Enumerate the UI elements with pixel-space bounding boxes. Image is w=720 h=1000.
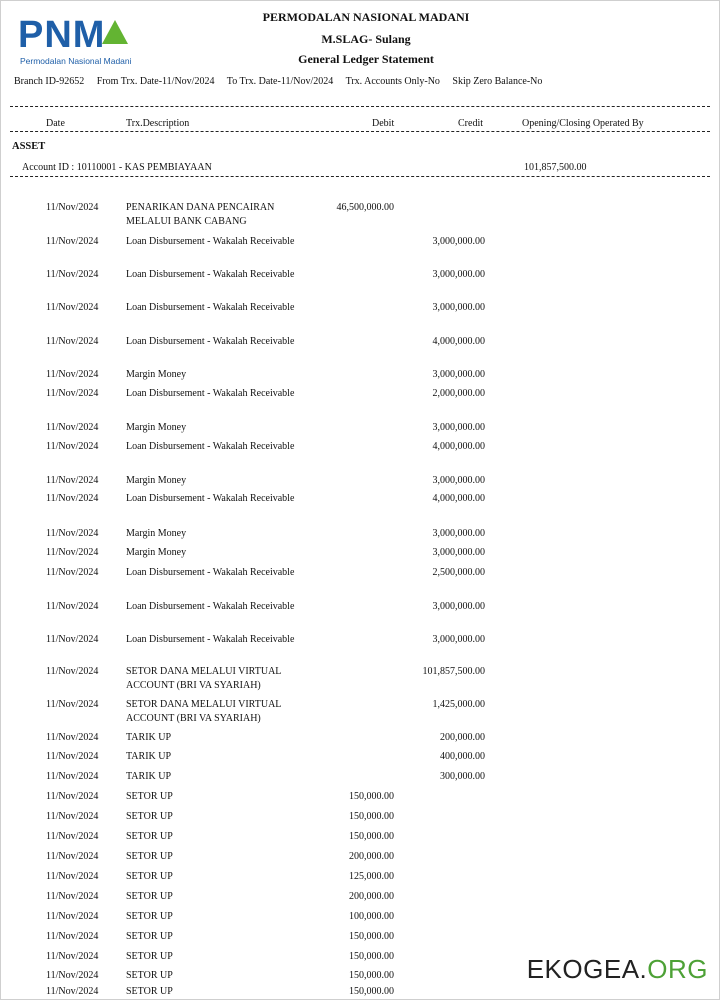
row-date: 11/Nov/2024 bbox=[46, 791, 99, 802]
row-date: 11/Nov/2024 bbox=[46, 634, 99, 645]
row-description: TARIK UP bbox=[126, 771, 172, 782]
row-description: SETOR UP bbox=[126, 911, 173, 922]
param-skip-zero: Skip Zero Balance-No bbox=[452, 76, 543, 87]
row-description: SETOR UP bbox=[126, 831, 173, 842]
account-label: Account ID : 10110001 - KAS PEMBIAYAAN bbox=[22, 162, 212, 173]
row-credit: 2,500,000.00 bbox=[432, 567, 485, 578]
row-date: 11/Nov/2024 bbox=[46, 388, 99, 399]
row-date: 11/Nov/2024 bbox=[46, 666, 99, 677]
row-description: Loan Disbursement - Wakalah Receivable bbox=[126, 493, 295, 504]
row-date: 11/Nov/2024 bbox=[46, 771, 99, 782]
row-description: Loan Disbursement - Wakalah Receivable bbox=[126, 236, 295, 247]
row-date: 11/Nov/2024 bbox=[46, 528, 99, 539]
row-credit: 3,000,000.00 bbox=[432, 475, 485, 486]
row-date: 11/Nov/2024 bbox=[46, 986, 99, 997]
logo-tagline: Permodalan Nasional Madani bbox=[20, 56, 132, 66]
row-date: 11/Nov/2024 bbox=[46, 236, 99, 247]
watermark bbox=[527, 954, 708, 985]
row-description: PENARIKAN DANA PENCAIRAN MELALUI BANK CABANG bbox=[126, 202, 275, 227]
report-parameters bbox=[14, 76, 552, 87]
row-date: 11/Nov/2024 bbox=[46, 369, 99, 380]
row-date: 11/Nov/2024 bbox=[46, 601, 99, 612]
row-description: Loan Disbursement - Wakalah Receivable bbox=[126, 269, 295, 280]
param-to-date: To Trx. Date-11/Nov/2024 bbox=[226, 76, 334, 87]
row-description: SETOR UP bbox=[126, 791, 173, 802]
logo-wordmark: PNM bbox=[18, 14, 106, 56]
row-description: Margin Money bbox=[126, 422, 187, 433]
report-title: General Ledger Statement bbox=[298, 52, 434, 66]
row-credit: 300,000.00 bbox=[440, 771, 485, 782]
row-debit: 200,000.00 bbox=[349, 891, 394, 902]
watermark-tld: ORG bbox=[647, 954, 708, 984]
row-description: SETOR UP bbox=[126, 891, 173, 902]
row-date: 11/Nov/2024 bbox=[46, 547, 99, 558]
row-date: 11/Nov/2024 bbox=[46, 422, 99, 433]
row-description: Loan Disbursement - Wakalah Receivable bbox=[126, 388, 295, 399]
row-date: 11/Nov/2024 bbox=[46, 951, 99, 962]
row-debit: 150,000.00 bbox=[349, 951, 394, 962]
row-credit: 4,000,000.00 bbox=[432, 493, 485, 504]
row-date: 11/Nov/2024 bbox=[46, 931, 99, 942]
row-debit: 200,000.00 bbox=[349, 851, 394, 862]
opening-balance: 101,857,500.00 bbox=[524, 162, 587, 173]
row-debit: 100,000.00 bbox=[349, 911, 394, 922]
watermark-main: EKOGEA. bbox=[526, 954, 648, 984]
row-debit: 150,000.00 bbox=[349, 970, 394, 981]
row-description: SETOR DANA MELALUI VIRTUAL ACCOUNT (BRI VA SYARIAH) bbox=[126, 699, 282, 724]
row-description: Loan Disbursement - Wakalah Receivable bbox=[126, 336, 295, 347]
company-title: PERMODALAN NASIONAL MADANI bbox=[262, 10, 470, 24]
row-date: 11/Nov/2024 bbox=[46, 493, 99, 504]
row-debit: 150,000.00 bbox=[349, 986, 394, 997]
row-date: 11/Nov/2024 bbox=[46, 302, 99, 313]
row-description: SETOR UP bbox=[126, 871, 173, 882]
row-description: SETOR UP bbox=[126, 931, 173, 942]
divider bbox=[10, 131, 710, 132]
row-description: Loan Disbursement - Wakalah Receivable bbox=[126, 634, 295, 645]
row-debit: 150,000.00 bbox=[349, 931, 394, 942]
row-credit: 3,000,000.00 bbox=[432, 236, 485, 247]
divider bbox=[10, 176, 710, 177]
row-date: 11/Nov/2024 bbox=[46, 831, 99, 842]
row-debit: 150,000.00 bbox=[349, 791, 394, 802]
row-description: Loan Disbursement - Wakalah Receivable bbox=[126, 601, 295, 612]
row-description: SETOR DANA MELALUI VIRTUAL ACCOUNT (BRI VA SYARIAH) bbox=[126, 666, 282, 691]
row-date: 11/Nov/2024 bbox=[46, 567, 99, 578]
row-date: 11/Nov/2024 bbox=[46, 732, 99, 743]
row-date: 11/Nov/2024 bbox=[46, 891, 99, 902]
row-credit: 3,000,000.00 bbox=[432, 269, 485, 280]
row-credit: 3,000,000.00 bbox=[432, 601, 485, 612]
param-from-date: From Trx. Date-11/Nov/2024 bbox=[96, 76, 215, 87]
row-description: SETOR UP bbox=[126, 851, 173, 862]
row-credit: 3,000,000.00 bbox=[432, 547, 485, 558]
row-credit: 101,857,500.00 bbox=[422, 666, 485, 677]
row-date: 11/Nov/2024 bbox=[46, 475, 99, 486]
row-credit: 3,000,000.00 bbox=[432, 422, 485, 433]
row-date: 11/Nov/2024 bbox=[46, 202, 99, 213]
row-date: 11/Nov/2024 bbox=[46, 699, 99, 710]
row-credit: 400,000.00 bbox=[440, 751, 485, 762]
row-description: Margin Money bbox=[126, 528, 187, 539]
row-description: Loan Disbursement - Wakalah Receivable bbox=[126, 441, 295, 452]
row-credit: 2,000,000.00 bbox=[432, 388, 485, 399]
param-branch-id: Branch ID-92652 bbox=[14, 76, 85, 87]
col-credit: Credit bbox=[458, 118, 483, 129]
col-debit: Debit bbox=[372, 118, 395, 129]
row-date: 11/Nov/2024 bbox=[46, 811, 99, 822]
row-description: SETOR UP bbox=[126, 970, 173, 981]
col-date: Date bbox=[46, 118, 65, 129]
row-credit: 200,000.00 bbox=[440, 732, 485, 743]
row-date: 11/Nov/2024 bbox=[46, 441, 99, 452]
row-description: Loan Disbursement - Wakalah Receivable bbox=[126, 302, 295, 313]
param-trx-accounts: Trx. Accounts Only-No bbox=[345, 76, 440, 87]
row-date: 11/Nov/2024 bbox=[46, 911, 99, 922]
row-debit: 150,000.00 bbox=[349, 831, 394, 842]
row-description: SETOR UP bbox=[126, 951, 173, 962]
row-description: Loan Disbursement - Wakalah Receivable bbox=[126, 567, 295, 578]
row-description: Margin Money bbox=[126, 547, 187, 558]
row-description: SETOR UP bbox=[126, 811, 173, 822]
row-debit: 46,500,000.00 bbox=[336, 202, 394, 213]
row-description: Margin Money bbox=[126, 369, 187, 380]
row-credit: 1,425,000.00 bbox=[432, 699, 485, 710]
row-credit: 4,000,000.00 bbox=[432, 336, 485, 347]
row-description: TARIK UP bbox=[126, 732, 172, 743]
row-credit: 3,000,000.00 bbox=[432, 528, 485, 539]
row-date: 11/Nov/2024 bbox=[46, 970, 99, 981]
row-date: 11/Nov/2024 bbox=[46, 871, 99, 882]
section-asset: ASSET bbox=[12, 141, 46, 152]
row-date: 11/Nov/2024 bbox=[46, 269, 99, 280]
col-balance: Opening/Closing Operated By bbox=[522, 118, 644, 129]
row-credit: 3,000,000.00 bbox=[432, 634, 485, 645]
col-description: Trx.Description bbox=[126, 118, 190, 129]
row-credit: 3,000,000.00 bbox=[432, 302, 485, 313]
row-debit: 125,000.00 bbox=[349, 871, 394, 882]
row-date: 11/Nov/2024 bbox=[46, 851, 99, 862]
row-description: SETOR UP bbox=[126, 986, 173, 997]
row-description: Margin Money bbox=[126, 475, 187, 486]
row-description: TARIK UP bbox=[126, 751, 172, 762]
row-date: 11/Nov/2024 bbox=[46, 751, 99, 762]
row-credit: 4,000,000.00 bbox=[432, 441, 485, 452]
row-debit: 150,000.00 bbox=[349, 811, 394, 822]
branch-name: M.SLAG- Sulang bbox=[321, 32, 411, 46]
divider bbox=[10, 106, 710, 107]
row-date: 11/Nov/2024 bbox=[46, 336, 99, 347]
row-credit: 3,000,000.00 bbox=[432, 369, 485, 380]
